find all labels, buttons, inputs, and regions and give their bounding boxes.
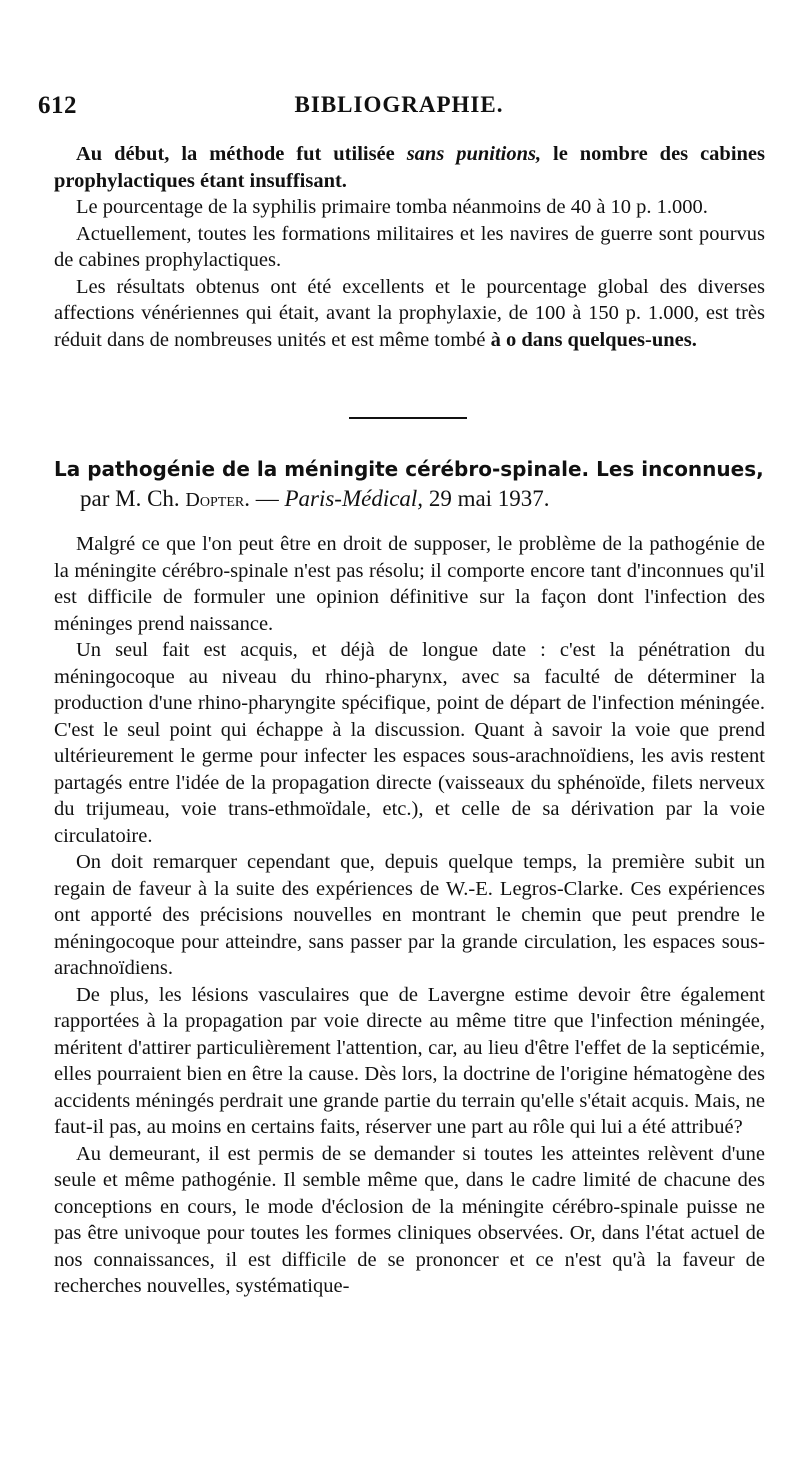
previous-review-ending <box>54 141 765 353</box>
paragraph: Le pourcentage de la syphilis primaire tomba néanmoins de 40 à 10 p. 1.000. <box>76 196 708 218</box>
running-head: BIBLIOGRAPHIE. <box>294 92 504 117</box>
body-paragraph: De plus, les lésions vasculaires que de Lavergne estime devoir être également rapportées à la propagation par voie directe au même titre que l'infection méningée, méritent d'attirer particulièrement l'attention, car, au lieu d'être l'effet de la septicémie, elles pourraient bien en être la cause. Dès lors, la doctrine de l'origine hématogène des accidents méningés perdrait une grande partie du terrain qu'elle s'était acquis. Mais, ne faut-il pas, au moins en certains faits, réserver une part au rôle qui lui a été attribué? <box>54 983 765 1138</box>
paragraph: Actuellement, toutes les formations militaires et les navires de guerre sont pourvus de cabines prophylactiques. <box>54 222 765 271</box>
body-paragraph: Un seul fait est acquis, et déjà de longue date : c'est la pénétration du méningocoque au niveau du rhino-pharynx, avec sa faculté de déterminer la production d'une rhino-pharyngite spécifique, point de départ de l'infection méningée. C'est le seul point qui échappe à la discussion. Quant à savoir la voie que prend ultérieurement le germe pour infecter les espaces sous-arachnoïdiens, les avis restent partagés entre l'idée de la propagation directe (vaisseaux du sphénoïde, filets nerveux du trijumeau, voie trans-ethmoïdale, etc.), et celle de sa dérivation par la voie circulatoire. <box>54 639 765 847</box>
paragraph-text-bold: à o dans quelques-unes. <box>490 328 697 351</box>
byline-separator: . — <box>244 486 285 511</box>
emphasis-text: sans punitions, <box>406 143 542 165</box>
article-review <box>54 457 765 1300</box>
publication-date: 29 mai 1937. <box>423 486 550 511</box>
body-paragraph: Malgré ce que l'on peut être en droit de supposer, le problème de la pathogénie de la méningite cérébro-spinale n'est pas résolu; il comporte encore tant d'inconnues qu'il est difficile de formuler une opinion définitive sur la façon dont l'infection des méninges prend naissance. <box>54 533 765 635</box>
body-paragraph: On doit remarquer cependant que, depuis quelque temps, la première subit un regain de faveur à la suite des expériences de W.-E. Legros-Clarke. Ces expériences ont apporté des précisions nouvelles en montrant le chemin que peut prendre le méningocoque pour atteindre, sans passer par la grande circulation, les espaces sous-arachnoïdiens. <box>54 851 765 979</box>
author-name: Dopter <box>185 489 245 511</box>
page-number: 612 <box>38 92 77 119</box>
paragraph <box>54 141 765 194</box>
article-title: La pathogénie de la méningite cérébro-spinale. Les inconnues, <box>54 457 764 481</box>
byline-prefix: par M. Ch. <box>80 486 186 511</box>
page-header <box>38 92 760 132</box>
section-divider <box>349 417 467 419</box>
paragraph-text: Au début, la méthode fut utilisée <box>76 143 407 165</box>
body-paragraph: Au demeurant, il est permis de se demander si toutes les atteintes relèvent d'une seule et même pathogénie. Il semble même que, dans le cadre limité de chacune des conceptions en cours, le mode d'éclosion de la méningite cérébro-spinale puisse ne pas être univoque pour toutes les formes cliniques observées. Or, dans l'état actuel de nos connaissances, il est difficile de se prononcer et ce n'est qu'à la faveur de recherches nouvelles, systématique- <box>54 1142 765 1297</box>
journal-name: Paris-Médical, <box>284 486 424 511</box>
paragraph-text: Les résultats obtenus ont été excellents et le pourcentage global des diverses affections vénériennes qui était, avant la prophylaxie, de 100 à 150 p. 1.000, est très réduit dans de nombreuses unités et est même tombé <box>54 275 765 351</box>
paragraph-text: le nombre des cabines prophylactiques étant insuffisant. <box>54 143 765 192</box>
article-byline <box>54 484 765 515</box>
paragraph <box>54 274 765 354</box>
